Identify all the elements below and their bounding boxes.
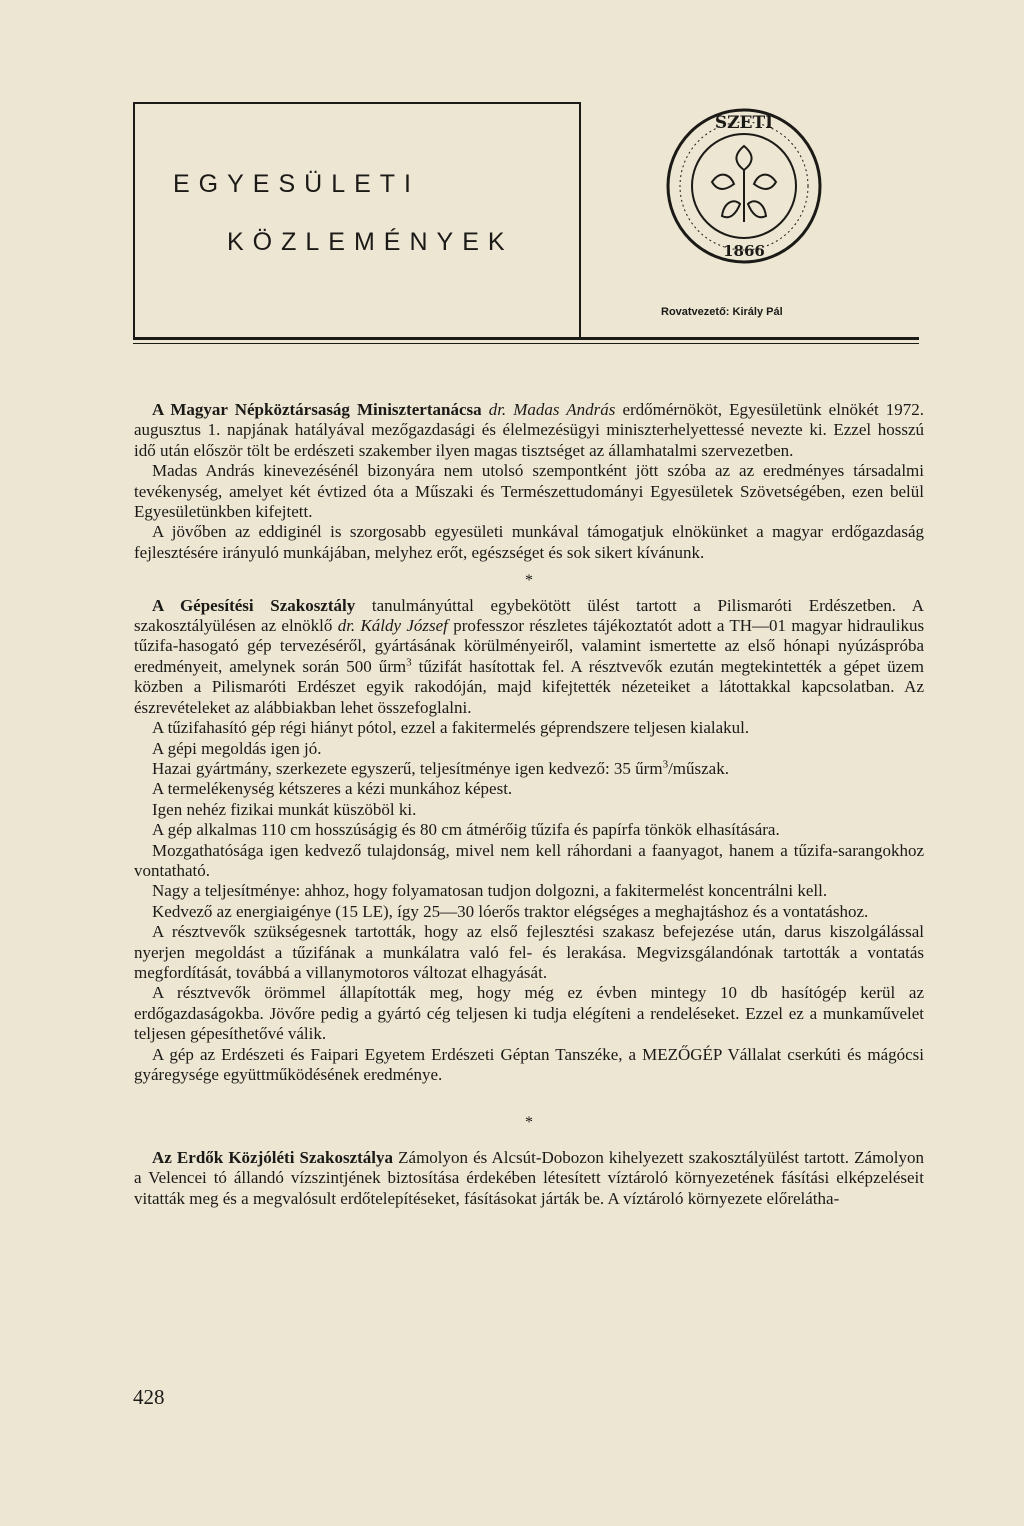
paragraph: [134, 1148, 924, 1209]
list-item: Igen nehéz fizikai munkát küszöböl ki.: [152, 799, 417, 819]
list-item: Mozgathatósága igen kedvező tulajdonság, mivel nem kell ráhordani a faanyagot, hanem a tűzifa-sarangokhoz vontatható.: [134, 840, 924, 880]
paragraph: A jövőben az eddiginél is szorgosabb egyesületi munkával támogatjuk elnökünket a magyar erdőgazdaság fejlesztésére irányuló munkájában, melyhez erőt, egészséget és sok sikert kívánunk.: [134, 522, 924, 562]
header-rule-thin: [133, 343, 919, 344]
paragraph-text: tanulmányúttal egybekötött ülést tartott a Pilismaróti Erdészetben. A szakosztályülésen az elnöklő: [134, 595, 924, 636]
list-item: A gép alkalmas 110 cm hosszúságig és 80 cm átmérőig tűzifa és papírfa tönkök elhasítására.: [152, 820, 780, 840]
list-item: Kedvező az energiaigénye (15 LE), így 25—30 lóerős traktor elégséges a meghajtáshoz és a vontatáshoz.: [152, 901, 869, 921]
bold-lead: Az Erdők Közjóléti Szakosztálya: [152, 1147, 394, 1167]
list-item: A gép az Erdészeti és Faipari Egyetem Erdészeti Géptan Tanszéke, a MEZŐGÉP Vállalat cserkúti és mágócsi gyáregysége együttműködésének eredménye.: [134, 1044, 924, 1084]
separator-star: *: [525, 572, 533, 590]
header-rule: [133, 337, 919, 340]
society-seal-logo: [662, 104, 827, 269]
seal-text-top: SZETI: [714, 113, 774, 133]
list-item: Nagy a teljesítménye: ahhoz, hogy folyamatosan tudjon dolgozni, a fakitermelést koncentrálni kell.: [152, 881, 828, 901]
person-name: Madas András: [513, 400, 616, 419]
person-title: dr.: [337, 616, 356, 636]
paragraph-text: erdőmérnököt, Egyesületünk elnökét 1972. augusztus 1. napjának hatályával mezőgazdasági és élelmezésügyi miniszterhelyettessé nevezte ki. Ezzel hosszú idő után először tölt be erdészeti szakember ilyen magas tisztséget az államhatalmi szervezetben.: [134, 400, 925, 460]
list-item: A résztvevők örömmel állapították meg, hogy még ez évben mintegy 10 db hasítógép kerül az erdőgazdaságokba. Jövőre pedig a gyártó cég teljesen ki tudja elégíteni a rendeléseket. Ezzel ez a munkaművelet teljesen gépesíthetővé válik.: [134, 983, 924, 1044]
superscript: 3: [406, 656, 412, 669]
header-box: [133, 102, 581, 340]
seal-year: 1866: [723, 242, 765, 260]
list-item: A tűzifahasító gép régi hiányt pótol, ezzel a fakitermelés géprendszere teljesen kialakul.: [152, 718, 750, 738]
paragraph: Madas András kinevezésénél bizonyára nem utolsó szempontként jött szóba az az eredményes társadalmi tevékenység, amelyet két évtized óta a Műszaki és Természettudományi Egyesületek Szövetségében, ezen belül Egyesületünkben kifejtett.: [134, 461, 924, 522]
paragraph-text: professzor részletes tájékoztatót adott a TH—01 magyar hidraulikus tűzifa-hasogató gép tervezéséről, gyártásának körülményeiről, valamint ismertette az első hónapi nyúzáspróba eredményeit, amelynek során 500 űrm: [134, 616, 925, 676]
list-item: A gépi megoldás igen jó.: [152, 738, 322, 758]
paragraph-text: Zámolyon és Alcsút-Dobozon kihelyezett szakosztályülést tartott. Zámolyon a Velencei tó állandó vízszintjének biztosítása érdekében létesített víztároló környezetének fásítási elképzeléseit vitatták meg és a megvalósult erdőtelepítéseket, fásításokat járták be. A víztároló környezete előrelátha-: [134, 1147, 925, 1208]
list-item: A résztvevők szükségesnek tartották, hogy az első fejlesztési szakasz befejezése után, darus kiszolgálással nyerjen megoldást a tűzifának a munkálatra való fel- és lerakása. Megvizsgálandónak tartották a vontatás megfordítását, továbbá a villanymotoros változat elhagyását.: [134, 922, 924, 982]
article-body: [134, 400, 924, 1209]
paragraph-text: Hazai gyártmány, szerkezete egyszerű, teljesítménye igen kedvező: 35 űrm: [152, 758, 663, 778]
paragraph: [134, 596, 924, 718]
person-title: dr.: [488, 400, 507, 419]
paragraph-text: /műszak.: [668, 758, 729, 778]
header-title-line1: EGYESÜLETI: [173, 170, 420, 198]
column-editor: Rovatvezető: Király Pál: [661, 306, 783, 318]
paragraph-text: tűzifát hasítottak fel. A résztvevők ezután megtekintették a gépet üzem közben a Pilismaróti Erdészet egyik rakodóján, majd kifejtették nézeteiket a látottakkal kapcsolatban. Az észrevételeket az alábbiakban lehet összefoglalni.: [134, 656, 924, 717]
list-item: [134, 759, 924, 779]
superscript: 3: [662, 758, 669, 771]
header-title-line2: KÖZLEMÉNYEK: [227, 228, 514, 256]
bold-lead: A Gépesítési Szakosztály: [152, 595, 356, 615]
bold-lead: A Magyar Népköztársaság Minisztertanácsa: [152, 400, 482, 419]
list-item: A termelékenység kétszeres a kézi munkához képest.: [152, 779, 513, 799]
separator-star: *: [525, 1114, 533, 1132]
person-name: Káldy József: [360, 616, 448, 636]
page-number: 428: [133, 1385, 165, 1409]
paragraph: [134, 400, 924, 461]
